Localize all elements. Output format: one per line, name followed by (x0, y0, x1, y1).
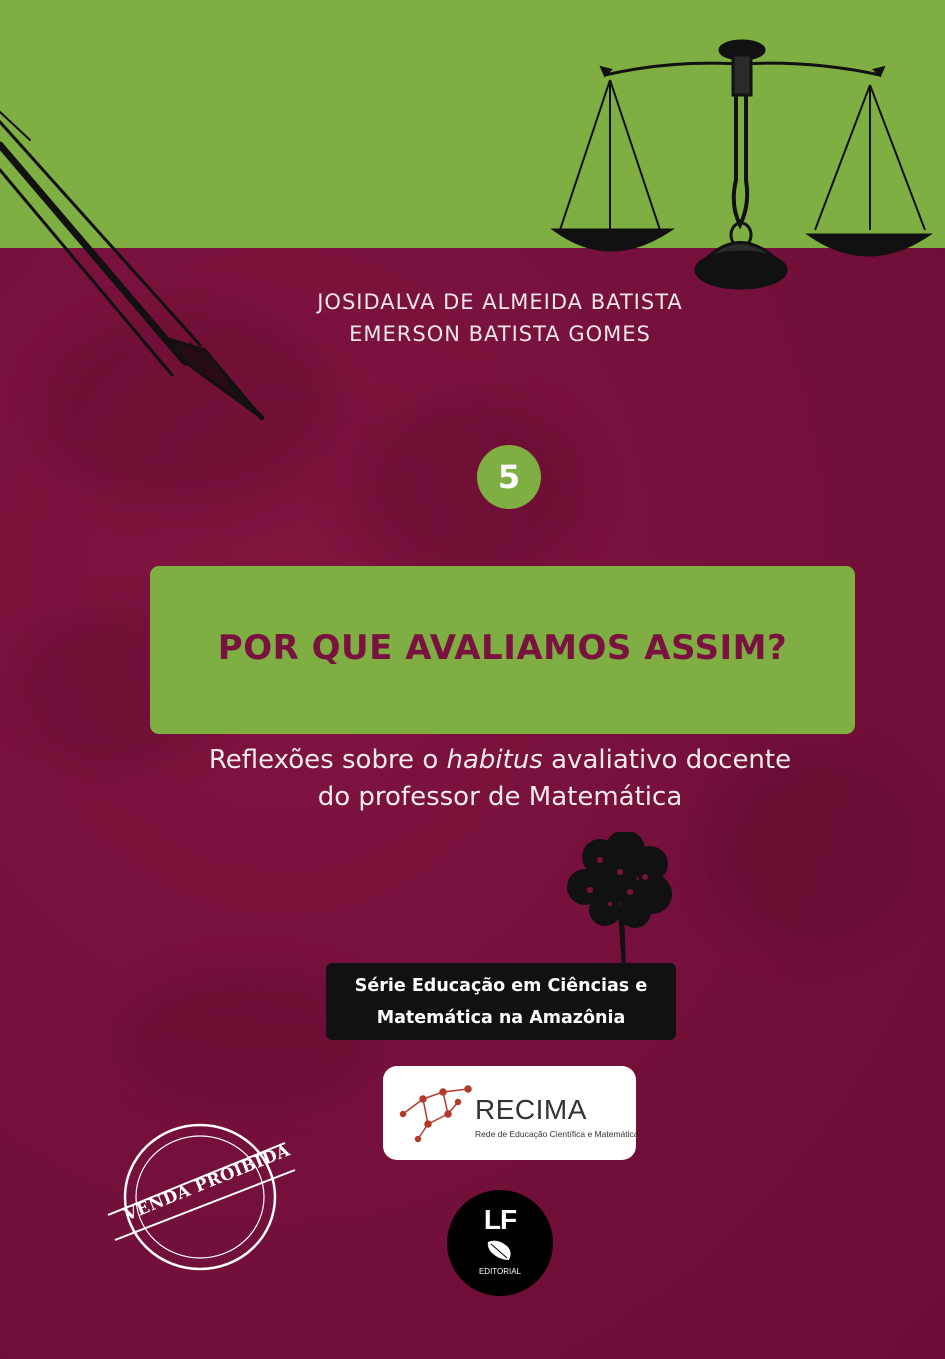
volume-badge: 5 (477, 445, 541, 509)
tree-icon (560, 832, 680, 967)
scale-of-justice-icon (550, 30, 935, 295)
subtitle-text-b: avaliativo docente (542, 745, 792, 775)
subtitle-line-2: do professor de Matemática (317, 782, 683, 812)
network-icon (398, 1084, 473, 1144)
publisher-letters: LF (483, 1204, 517, 1235)
authors-block (0, 286, 945, 350)
author-2: EMERSON BATISTA GOMES (349, 322, 651, 346)
feather-icon (485, 1238, 515, 1262)
subtitle-text-a: Reflexões sobre o (208, 745, 447, 775)
publisher-logo (447, 1190, 553, 1296)
recima-name: RECIMA (475, 1094, 587, 1125)
series-line-1: Série Educação em Ciências e (354, 976, 648, 996)
recima-tagline: Rede de Educação Científica e Matemática (475, 1129, 639, 1139)
title-box (150, 566, 855, 734)
pencil-icon (0, 100, 280, 430)
stamp-text: VENDA PROIBIDA (121, 1140, 293, 1225)
series-line-2: Matemática na Amazônia (376, 1008, 626, 1028)
subtitle-italic: habitus (446, 745, 543, 775)
author-1: JOSIDALVA DE ALMEIDA BATISTA (317, 290, 683, 314)
book-subtitle (0, 742, 945, 816)
recima-logo-box (383, 1066, 639, 1160)
series-box (326, 963, 676, 1040)
publisher-word: EDITORIAL (478, 1267, 522, 1276)
book-title: POR QUE AVALIAMOS ASSIM? (217, 628, 788, 668)
stamp-icon (100, 1115, 300, 1280)
